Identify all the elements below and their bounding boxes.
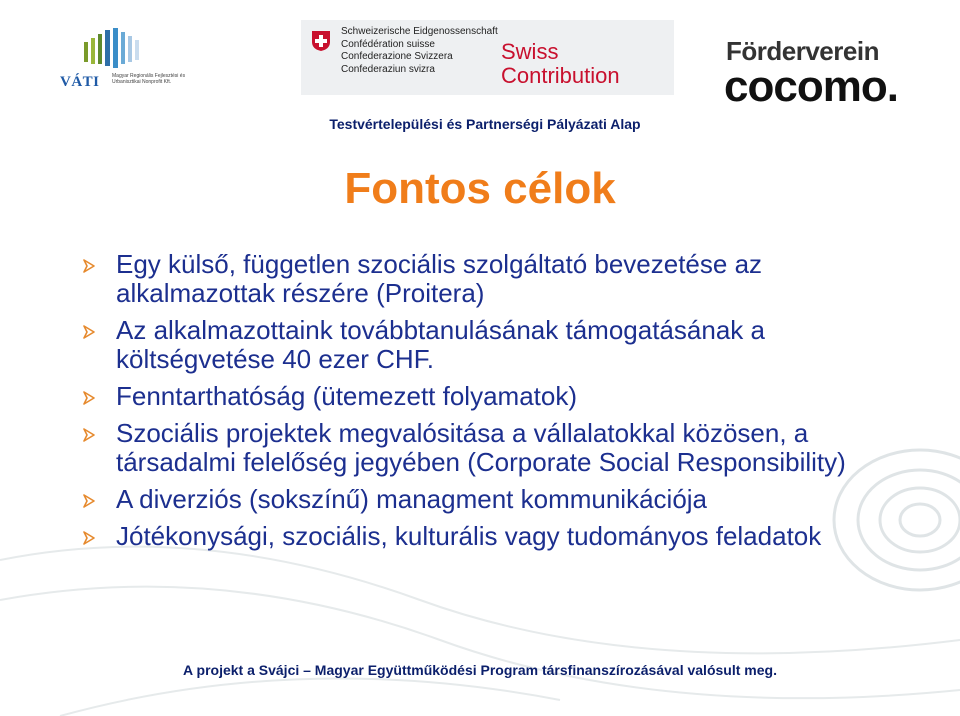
- vati-subtitle: Magyar Regionális Fejlesztési és Urbanisztikai Nonprofit Kft.: [112, 73, 186, 85]
- bullet-item: [82, 485, 922, 514]
- swiss-contribution-logo: [301, 20, 674, 95]
- bullet-item: [82, 382, 922, 411]
- vati-logo: [54, 20, 192, 96]
- swiss-contribution-line1: Swiss: [501, 39, 559, 64]
- bullet-text: A diverziós (sokszínű) managment kommunikációja: [116, 484, 708, 514]
- swiss-contribution-text: [501, 40, 620, 88]
- swiss-contribution-line2: Contribution: [501, 63, 620, 88]
- swiss-line-rm: Confederaziun svizra: [341, 63, 435, 75]
- bullet-text: Az alkalmazottaink továbbtanulásának támogatásának a költségvetése 40 ezer CHF.: [116, 315, 765, 374]
- arrow-bullet-icon: [82, 428, 96, 442]
- swiss-line-de: Schweizerische Eidgenossenschaft: [341, 26, 498, 37]
- bullet-text: Szociális projektek megvalósitása a vállalatokkal közösen, a társadalmi felelőség jegyében (Corporate Social Responsibility): [116, 418, 846, 477]
- cocomo-main-text: cocomo.: [724, 62, 898, 111]
- arrow-bullet-icon: [82, 325, 96, 339]
- vati-wordmark: VÁTI: [60, 74, 100, 90]
- bullet-item: [82, 250, 922, 308]
- bullet-text: Egy külső, független szociális szolgáltató bevezetése az alkalmazottak részére (Proitera): [116, 249, 763, 308]
- swiss-confederation-lines: [341, 26, 498, 76]
- swiss-line-fr: Confédération suisse: [341, 38, 435, 50]
- cocomo-top-text: Förderverein: [726, 36, 879, 66]
- fund-name: Testvértelepülési és Partnerségi Pályázati Alap: [329, 116, 641, 132]
- arrow-bullet-icon: [82, 494, 96, 508]
- arrow-bullet-icon: [82, 531, 96, 545]
- bullet-text: Jótékonysági, szociális, kulturális vagy tudományos feladatok: [116, 521, 822, 551]
- cocomo-logo: [724, 36, 924, 110]
- swiss-cross-icon: [311, 30, 331, 52]
- bullet-text: Fenntarthatóság (ütemezett folyamatok): [116, 381, 578, 411]
- bullet-list: [82, 250, 922, 559]
- bullet-item: [82, 316, 922, 374]
- vati-bars-icon: [84, 28, 154, 68]
- slide-title: Fontos célok: [344, 164, 616, 213]
- arrow-bullet-icon: [82, 391, 96, 405]
- arrow-bullet-icon: [82, 259, 96, 273]
- footer-credit: A projekt a Svájci – Magyar Együttműködési Program társfinanszírozásával valósult meg.: [183, 662, 777, 678]
- bullet-item: [82, 522, 922, 551]
- bullet-item: [82, 419, 922, 477]
- swiss-line-it: Confederazione Svizzera: [341, 51, 453, 62]
